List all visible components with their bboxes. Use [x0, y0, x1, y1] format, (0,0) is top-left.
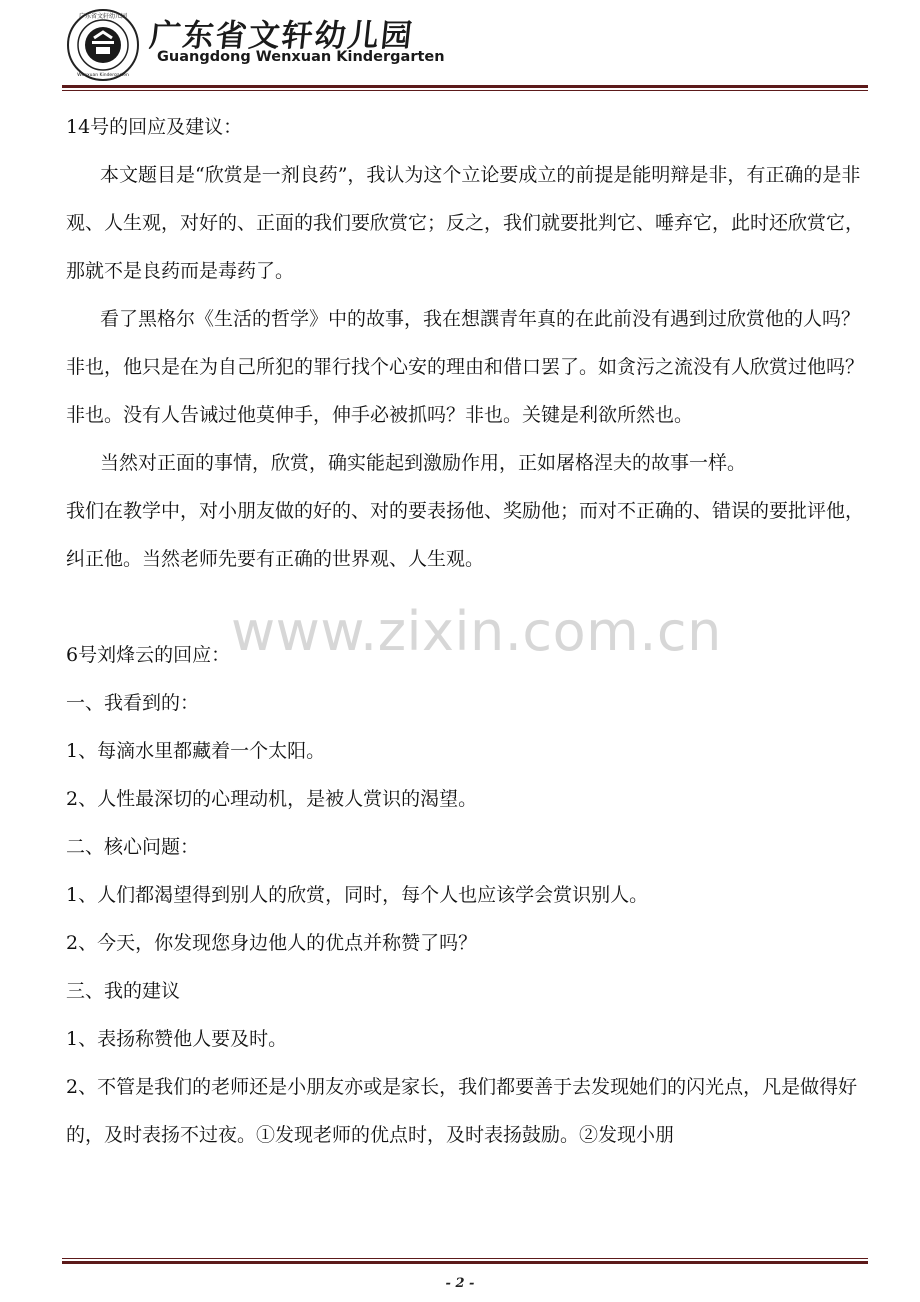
kindergarten-name-en: Guangdong Wenxuan Kindergarten: [157, 49, 445, 65]
footer-rule-thin: [62, 1258, 868, 1259]
paragraph: 本文题目是“欣赏是一剂良药”，我认为这个立论要成立的前提是能明辩是非，有正确的是非观、人生观，对好的、正面的我们要欣赏它；反之，我们就要批判它、唾弃它，此时还欣赏它，那就不是良药而是毒药了。: [66, 164, 865, 282]
page-header: [0, 0, 920, 95]
footer-rule-thick: [62, 1261, 868, 1264]
list-item: 2、今天，你发现您身边他人的优点并称赞了吗？: [66, 932, 478, 954]
section-heading: 14号的回应及建议：: [66, 116, 243, 138]
list-heading: 三、我的建议: [66, 980, 181, 1002]
list-item: 1、人们都渴望得到别人的欣赏，同时，每个人也应该学会赏识别人。: [66, 884, 649, 906]
kindergarten-logo: [66, 8, 140, 82]
page-number: - 2 -: [445, 1276, 475, 1291]
list-item: 2、不管是我们的老师还是小朋友亦或是家长，我们都要善于去发现她们的闪光点，凡是做得好的，及时表扬不过夜。①发现老师的优点时，及时表扬鼓励。②发现小朋: [66, 1076, 858, 1146]
list-item: 1、表扬称赞他人要及时。: [66, 1028, 288, 1050]
list-heading: 一、我看到的：: [66, 692, 200, 714]
paragraph: 看了黑格尔《生活的哲学》中的故事，我在想譔青年真的在此前没有遇到过欣赏他的人吗？非也，他只是在为自己所犯的罪行找个心安的理由和借口罢了。如贪污之流没有人欣赏过他吗？非也。没有人告诫过他莫伸手，伸手必被抓吗？非也。关键是利欲所然也。: [66, 308, 865, 426]
header-rule-thick: [62, 85, 868, 88]
paragraph: 我们在教学中，对小朋友做的好的、对的要表扬他、奖励他；而对不正确的、错误的要批评他，纠正他。当然老师先要有正确的世界观、人生观。: [66, 500, 865, 570]
list-item: 1、每滴水里都藏着一个太阳。: [66, 740, 326, 762]
watermark: www.zixin.com.cn: [231, 600, 722, 663]
svg-text:广东省文轩幼儿园: 广东省文轩幼儿园: [78, 13, 128, 20]
section-heading: 6号刘烽云的回应：: [66, 644, 231, 666]
svg-text:Wenxuan Kindergarten: Wenxuan Kindergarten: [77, 73, 129, 78]
header-rule-thin: [62, 90, 868, 91]
paragraph: 当然对正面的事情，欣赏，确实能起到激励作用，正如屠格涅夫的故事一样。: [100, 452, 747, 474]
list-item: 2、人性最深切的心理动机，是被人赏识的渴望。: [66, 788, 478, 810]
list-heading: 二、核心问题：: [66, 836, 200, 858]
kindergarten-name-cn: 广东省文轩幼儿园: [147, 18, 416, 54]
